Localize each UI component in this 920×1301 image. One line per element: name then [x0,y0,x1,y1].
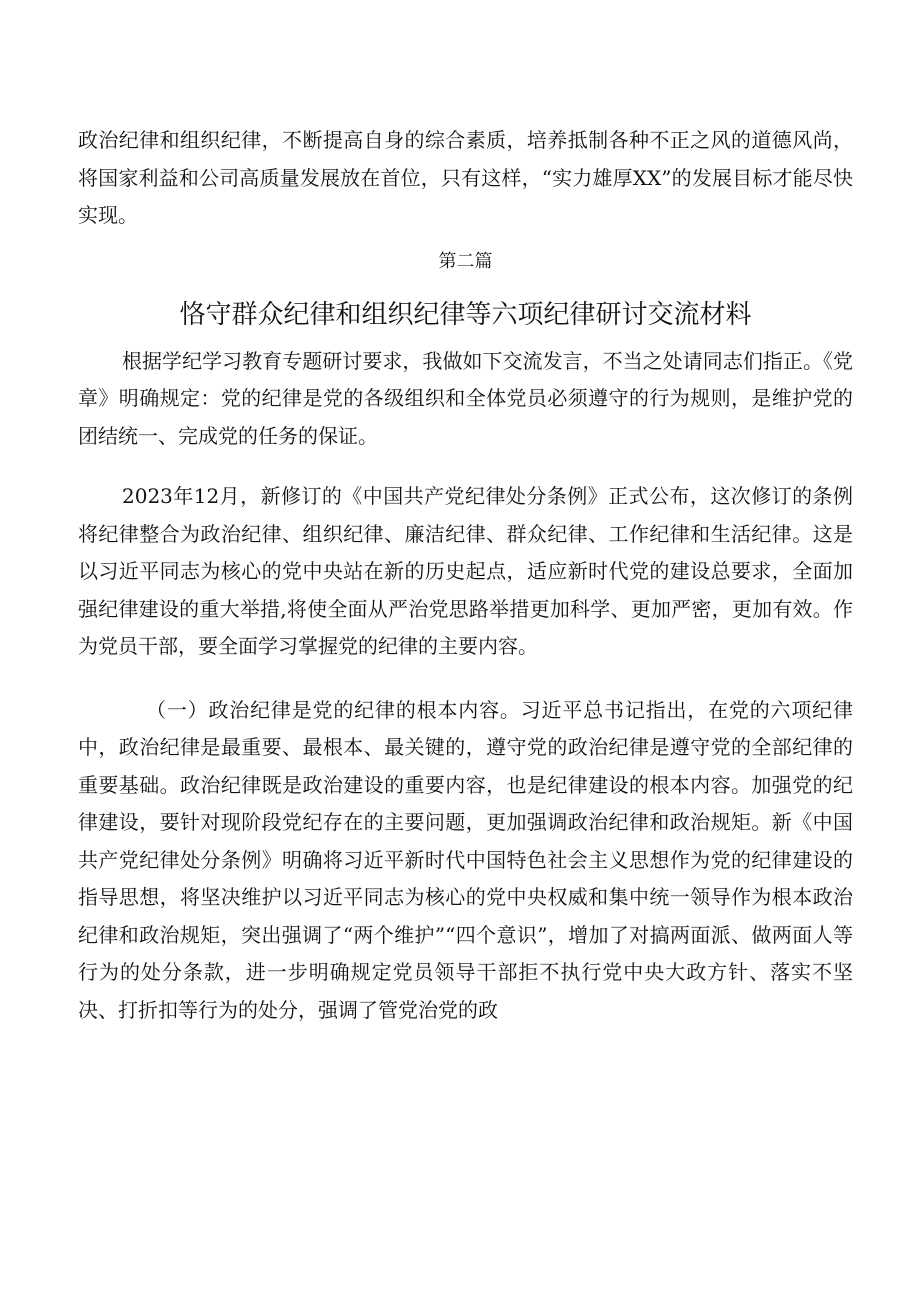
intro-paragraph: 政治纪律和组织纪律，不断提高自身的综合素质，培养抵制各种不正之风的道德风尚，将国家利益和公司高质量发展放在首位，只有这样，“实力雄厚XX”的发展目标才能尽快实现。 [78,128,853,227]
paragraph-3: （一）政治纪律是党的纪律的根本内容。习近平总书记指出，在党的六项纪律中，政治纪律是最重要、最根本、最关键的，遵守党的政治纪律是遵守党的全部纪律的重要基础。政治纪律既是政治建设的重要内容，也是纪律建设的根本内容。加强党的纪律建设，要针对现阶段党纪存在的主要问题，更加强调政治纪律和政治规矩。新《中国共产党纪律处分条例》明确将习近平新时代中国特色社会主义思想作为党的纪律建设的指导思想，将坚决维护以习近平同志为核心的党中央权威和集中统一领导作为根本政治纪律和政治规矩，突出强调了“两个维护”“四个意识”，增加了对搞两面派、做两面人等行为的处分条款，进一步明确规定党员领导干部拒不执行党中央大政方针、落实不坚决、打折扣等行为的处分，强调了管党治党的政 [78,697,853,1022]
document-title: 恪守群众纪律和组织纪律等六项纪律研讨交流材料 [179,299,752,330]
paragraph-2: 2023年12月，新修订的《中国共产党纪律处分条例》正式公布，这次修订的条例将纪律整合为政治纪律、组织纪律、廉洁纪律、群众纪律、工作纪律和生活纪律。这是以习近平同志为核心的党中央站在新的历史起点，适应新时代党的建设总要求，全面加强纪律建设的重大举措,将使全面从严治党思路举措更加科学、更加严密，更加有效。作为党员干部，要全面学习掌握党的纪律的主要内容。 [78,484,853,658]
paragraph-spacer [78,455,853,478]
paragraph-1: 根据学纪学习教育专题研讨要求，我做如下交流发言，不当之处请同志们指正。《党章》明确规定：党的纪律是党的各级组织和全体党员必须遵守的行为规则，是维护党的团结统一、完成党的任务的保证。 [78,348,853,448]
document-page [78,122,853,1029]
paragraph-spacer [78,666,853,692]
section-label: 第二篇 [438,250,493,272]
